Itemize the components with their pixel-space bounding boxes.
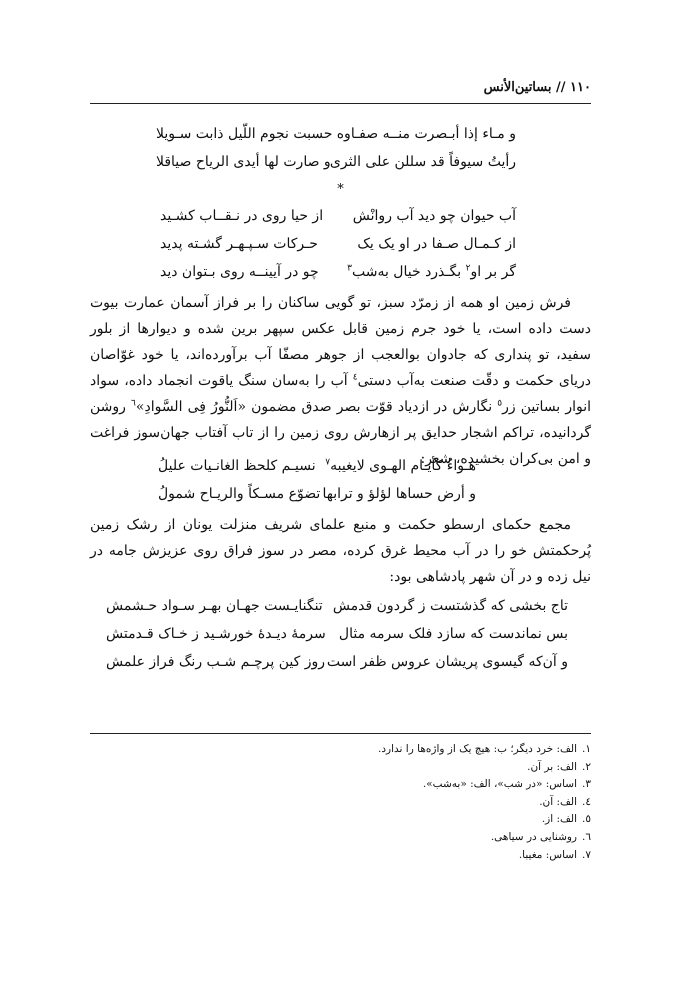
page-header: ١١٠ // بساتين‌الأنس bbox=[483, 80, 591, 95]
verse-row bbox=[106, 654, 568, 682]
footnote-ref: ٦ bbox=[131, 398, 136, 409]
verse-row bbox=[160, 236, 516, 264]
prose-paragraph-1 bbox=[90, 290, 591, 472]
footnote-text: روشنایی در سیاهی. bbox=[490, 830, 578, 843]
paragraph bbox=[90, 290, 591, 472]
footnote-number: ٣. bbox=[582, 778, 591, 791]
footnote bbox=[90, 776, 591, 794]
persian-verses-1 bbox=[160, 208, 516, 292]
footnote-number: ٦. bbox=[582, 830, 591, 843]
footnote bbox=[90, 794, 591, 812]
hemistich-left: سرمهٔ دیـدهٔ خورشـید ز خـاک قـدمتش bbox=[106, 626, 326, 642]
hemistich-right: و مـاء إذا أبـصرت منــه صفـاوه bbox=[336, 126, 516, 142]
verse-row bbox=[160, 264, 516, 292]
verse-row bbox=[106, 598, 568, 626]
hemistich-left: و صارت لها أيدى الرياح صياقلا bbox=[156, 154, 331, 170]
verse-row bbox=[158, 486, 476, 514]
footnote-text: الف: آن. bbox=[539, 795, 578, 808]
verse-row bbox=[158, 458, 476, 486]
hemistich-left: حسبت نجوم اللّيل ذابت سـويلا bbox=[156, 126, 333, 142]
hemistich-left: حـرکات سـپـهـر گشـته پدید bbox=[160, 236, 318, 252]
footnote bbox=[90, 847, 591, 865]
hemistich-left: چو در آیینــه روی بـتوان دید bbox=[160, 264, 319, 280]
hemistich-right bbox=[325, 458, 476, 474]
footnote bbox=[90, 741, 591, 759]
verse-row bbox=[156, 126, 516, 154]
hemistich-right: از کـمـال صـفا در او یک یک bbox=[357, 236, 516, 252]
footnote-number: ٢. bbox=[582, 760, 591, 773]
footnote-text: اساس: «در شب»، الف: «به‌شب». bbox=[422, 778, 578, 791]
footnote-number: ١. bbox=[582, 743, 591, 755]
hemistich-left: تضوّع مسـكاً والريـاح شمولُ bbox=[158, 486, 321, 502]
header-rule bbox=[90, 103, 591, 104]
footnote-ref: ٤ bbox=[352, 372, 358, 383]
hemistich-right: بس نماندست که سازد فلک سرمه مثال bbox=[338, 626, 568, 642]
hemistich-right: و أرض حساها لؤلؤ و ترابها bbox=[322, 486, 476, 502]
footnote-number: ٥. bbox=[582, 813, 591, 826]
hemistich-text: بگـذرد خیال به‌شب bbox=[351, 264, 466, 280]
footnote-ref: ٥ bbox=[497, 398, 503, 409]
hemistich-right: تاج بخشی که گذشتست ز گردون قدمش bbox=[332, 598, 568, 614]
hemistich-text: گر بر او bbox=[470, 264, 516, 280]
arabic-verses-1 bbox=[156, 126, 516, 182]
footnotes bbox=[90, 741, 591, 864]
footnote-number: ٤. bbox=[582, 795, 591, 808]
hemistich-right: و آن‌که گیسوی پریشان عروس ظفر است bbox=[326, 654, 568, 670]
arabic-verses-2 bbox=[158, 458, 476, 514]
hemistich-right bbox=[347, 264, 516, 280]
paragraph-text: روشن گردانیده، تراکم اشجار حدایق پر ازهارش روی زمین را از تاب آفتاب جهان‌سوز فراغت و امن بی‌کران بخشیده، شعر: bbox=[90, 399, 591, 467]
footnote-rule bbox=[90, 733, 591, 734]
footnote-ref: ٧ bbox=[325, 457, 331, 468]
hemistich-right: آب حیوان چو دید آب روانْش bbox=[352, 208, 516, 224]
prose-paragraph-2 bbox=[90, 512, 591, 590]
section-separator: * bbox=[337, 182, 344, 197]
verse-row bbox=[160, 208, 516, 236]
hemistich-left: روز کین پرچـم شـب رنگ فراز علمش bbox=[106, 654, 325, 670]
hemistich-text: هـواءُ كأيـام الهـوى لايغيبه bbox=[330, 458, 476, 474]
footnote bbox=[90, 759, 591, 777]
footnote bbox=[90, 829, 591, 847]
paragraph-text: نگارش در ازدیاد قوّت بصر صدق مضمون «اَلنُّورُ فِی السَّوادِ» bbox=[135, 399, 498, 415]
footnote-ref: ٣ bbox=[347, 263, 352, 274]
footnote-text: الف: خرد دیگر؛ ب: هیچ یک از واژه‌ها را ندارد. bbox=[378, 743, 578, 755]
hemistich-left: نسيـم كلحظ الغانـيات عليلُ bbox=[158, 458, 316, 474]
footnote-text: الف: از. bbox=[541, 813, 578, 826]
persian-verses-2 bbox=[106, 598, 568, 682]
paragraph-text: فرش زمین او همه از زمرّد سبز، تو گویی ساکنان را بر فراز آسمان عمارت بیوت دست داده است، یا خود جرم زمین قابل عکس سپهر برین شده و دیوارها از بلور سفید، تو پنداری که جادوان بوالعجب از جوهر مصفّا آب برآورده‌اند، یا خود غوّاصان دریای حکمت و دقّت صنعت به‌آب دستی bbox=[90, 295, 592, 389]
footnote-text: اساس: مغیبا. bbox=[518, 848, 578, 861]
paragraph-text: آب را به‌سان سنگ یاقوت انجماد داده، سواد انوار بساتین زر bbox=[90, 373, 592, 415]
paragraph: مجمع حکمای ارسطو حکمت و منبع علمای شریف منزلت یونان از رشک زمین پُرحکمتش خو را در آب محیط غرق کرده، مصر در سوز فراق روی عزیزش جامه در نیل زده و در آن شهر پادشاهی بود: bbox=[90, 517, 591, 585]
hemistich-right: رأيتُ سيوفاً قد سللن على الثرى bbox=[329, 154, 516, 170]
verse-row bbox=[156, 154, 516, 182]
verse-row bbox=[106, 626, 568, 654]
footnote-ref: ٢ bbox=[465, 263, 471, 274]
footnote-text: الف: بر آن. bbox=[527, 760, 578, 773]
hemistich-left: تنگنایـست جهـان بهـر سـواد حـشمش bbox=[106, 598, 323, 614]
hemistich-left: از حیا روی در نـقــاب کشـید bbox=[160, 208, 324, 224]
footnote bbox=[90, 811, 591, 829]
footnote-number: ٧. bbox=[582, 848, 591, 861]
